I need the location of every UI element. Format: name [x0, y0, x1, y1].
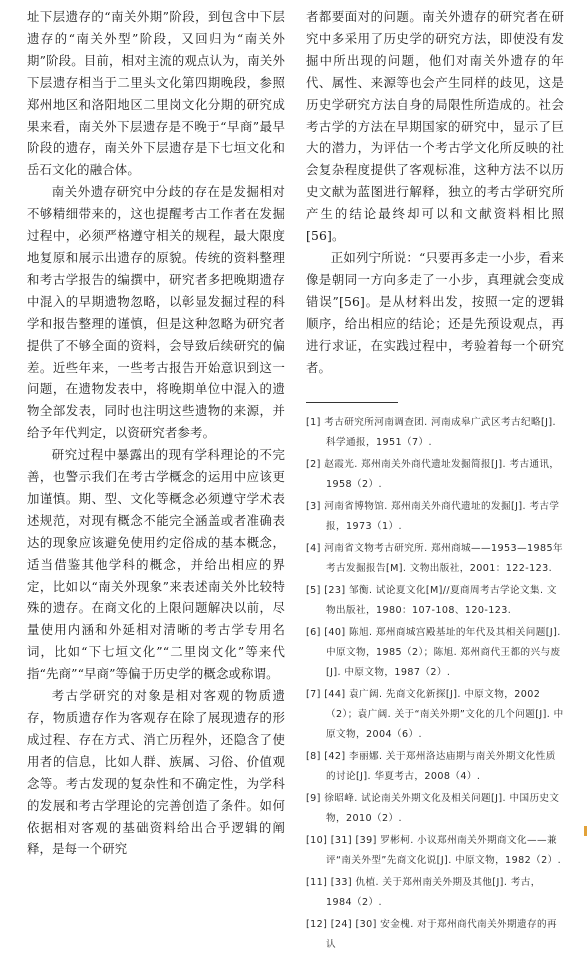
body-paragraph: 考古学研究的对象是相对客观的物质遗存，物质遗存作为客观存在除了展现遗存的形成过程、存在方式、消亡历程外，还隐含了使用者的信息，比如人群、族属、习俗、价值观念等。考古发现的复杂性和不确定性，为学科的发展和考古学理论的完善创造了条件。如何依据相对客观的基础资料给出合乎逻辑的阐释，是每一个研究 [27, 688, 285, 857]
body-paragraph: 南关外遗存研究中分歧的存在是发掘相对不够精细带来的，这也提醒考古工作者在发掘过程中，必须严格遵守相关的规程，最大限度地复原和展示出遗存的原貌。传统的资料整理和考古学报告的编撰中，研究者多把晚期遗存中混入的早期遗物忽略，以彰显发掘过程的科学和报告整理的谨慎，但是这种忽略为研究者提供了不够全面的资料，会导致后续研究的偏差。近些年来，一些考古报告开始意识到这一问题，在遗物发表中，将晚期单位中混入的遗物全部发表，同时也注明这些遗物的来源，并给予年代判定，以资研究者参考。 [27, 184, 285, 441]
body-paragraph: 者都要面对的问题。南关外遗存的研究者在研究中多采用了历史学的研究方法，即使没有发掘中所出现的问题，他们对南关外遗存的年代、属性、来源等也会产生同样的歧见，这是历史学研究方法自身的局限性所造成的。社会考古学的方法在早期国家的研究中，显示了巨大的潜力，为评估一个考古学文化所反映的社会复杂程度提供了客观标准，这种方法不以历史文献为蓝图进行解释，独立的考古学研究所产生的结论最终却可以和文献资料相比照[56]。 [306, 9, 564, 244]
body-paragraph: 址下层遗存的“南关外期”阶段，到包含中下层遗存的“南关外型”阶段，又回归为“南关外期”阶段。目前，相对主流的观点认为，南关外下层遗存相当于二里头文化第四期晚段，参照郑州地区和洛阳地区二里岗文化分期的研究成果来看，南关外下层遗存是不晚于“早商”最早阶段的遗存，南关外下层遗存是下七垣文化和岳石文化的融合体。 [27, 9, 285, 178]
reference-item: [9] 徐昭峰. 试论南关外期文化及相关问题[J]. 中国历史文物，2010（2）. [306, 793, 560, 825]
reference-item: [2] 赵霞光. 郑州南关外商代遗址发掘简报[J]. 考古通讯，1958（2）. [306, 459, 560, 491]
reference-item: [10] [31] [39] 罗彬柯. 小议郑州南关外期商文化——兼评“南关外型”先商文化说[J]. 中原文物，1982（2）. [306, 835, 562, 867]
reference-item: [8] [42] 李丽娜. 关于郑州洛达庙期与南关外期文化性质的讨论[J]. 华夏考古，2008（4）. [306, 751, 556, 783]
reference-item: [3] 河南省博物馆. 郑州南关外商代遗址的发掘[J]. 考古学报，1973（1）. [306, 501, 560, 533]
body-paragraph: 研究过程中暴露出的现有学科理论的不完善，也警示我们在考古学概念的运用中应该更加谨慎。期、型、文化等概念必须遵守学术表述规范，对现有概念不能完全涵盖或者准确表达的现象应该避免使用约定俗成的基本概念，适当借鉴其他学科的概念，并给出相应的界定，比如以“南关外现象”来表述南关外比较特殊的遗存。在商文化的上限问题解决以前，尽量使用内涵和外延相对清晰的考古学专用名词，比如“下七垣文化”“二里岗文化”等来代指“先商”“早商”等偏于历史学的概念或称谓。 [27, 447, 285, 682]
reference-item: [11] [33] 仇植. 关于郑州南关外期及其他[J]. 考古，1984（2）. [306, 877, 541, 909]
reference-item: [5] [23] 邹衡. 试论夏文化[M]//夏商周考古学论文集. 文物出版社，1980：107-108、120-123. [306, 585, 557, 617]
reference-item: [4] 河南省文物考古研究所. 郑州商城——1953—1985年考古发掘报告[M]. 文物出版社，2001：122-123. [306, 543, 564, 575]
left-column [27, 6, 285, 860]
reference-item: [6] [40] 陈旭. 郑州商城宫殿基址的年代及其相关问题[J]. 中原文物，1985（2）；陈旭. 郑州商代王都的兴与废[J]. 中原文物，1987（2）. [306, 627, 561, 679]
right-column [306, 6, 564, 957]
reference-item: [12] [24] [30] 安金槐. 对于郑州商代南关外期遗存的再认 [306, 919, 558, 951]
footnote-divider [306, 402, 398, 403]
reference-item: [7] [44] 袁广阔. 先商文化新探[J]. 中原文物，2002（2）；袁广阔. 关于“南关外期”文化的几个问题[J]. 中原文物，2004（6）. [306, 689, 564, 741]
reference-item: [1] 考古研究所河南调查团. 河南成皋广武区考古纪略[J]. 科学通报，1951（7）. [306, 417, 556, 449]
body-paragraph: 正如列宁所说：“只要再多走一小步，看来像是朝同一方向多走了一小步，真理就会变成错误”[56]。是从材料出发，按照一定的逻辑顺序，给出相应的结论；还是先预设观点，再进行求证，在实践过程中，考验着每一个研究者。 [306, 249, 564, 375]
reference-list [306, 413, 564, 955]
